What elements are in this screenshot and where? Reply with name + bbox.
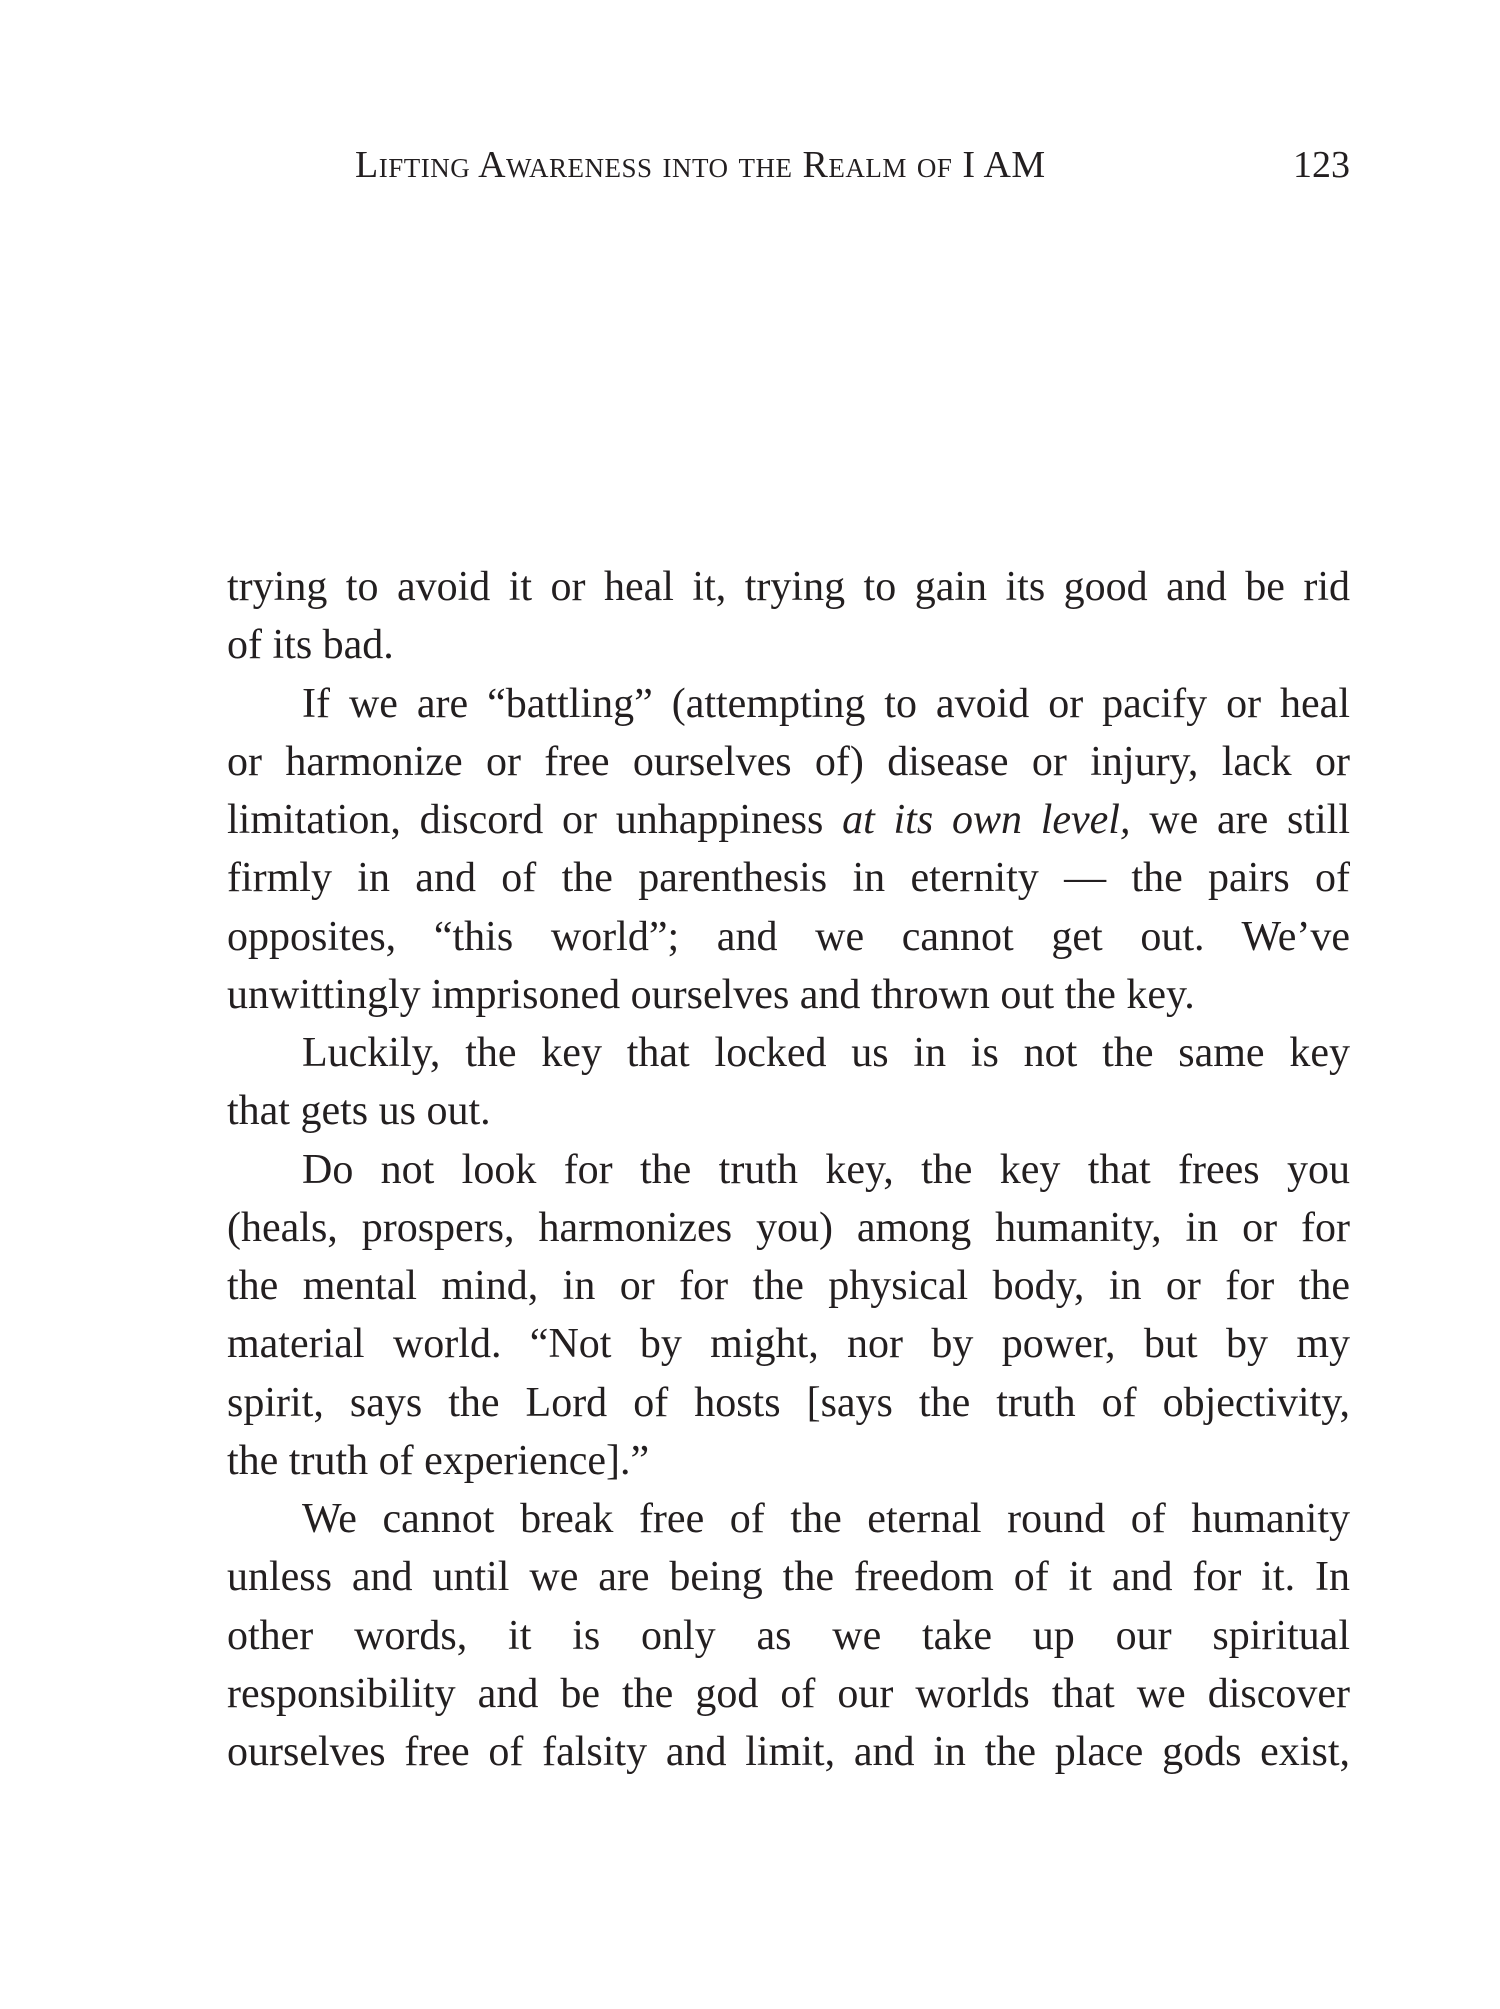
text-line [227,791,1350,849]
text-line: unless and until we are being the freedom of it and for it. In [227,1554,1350,1601]
text-line: that gets us out. [227,1088,491,1135]
text-line: We cannot break free of the eternal round of humanity [302,1496,1350,1542]
text-line: Luckily, the key that locked us in is not the same key [302,1030,1350,1076]
italic-emphasis: at its own level, [842,797,1131,843]
text-line: firmly in and of the parenthesis in eternity — the pairs of [227,855,1350,902]
text-line: or harmonize or free ourselves of) disease or injury, lack or [227,738,1350,785]
body-text [227,558,1350,1781]
text-line: If we are “battling” (attempting to avoid or pacify or heal [302,680,1350,727]
text-line: other words, it is only as we take up our spiritual [227,1612,1350,1659]
running-title: Lifting Awareness into the Realm of I AM [355,144,1046,186]
running-head [355,140,1350,190]
page-number: 123 [1293,144,1350,186]
text-line: responsibility and be the god of our worlds that we discover [227,1670,1350,1717]
text-line: the mental mind, in or for the physical body, in or for the [227,1263,1350,1309]
text-line: unwittingly imprisoned ourselves and thrown out the key. [227,971,1195,1018]
text-line: material world. “Not by might, nor by power, but by my [227,1321,1350,1368]
text-segment: we are still [1130,797,1350,843]
text-line: spirit, says the Lord of hosts [says the truth of objectivity, [227,1379,1350,1426]
text-line: of its bad. [227,622,394,669]
text-segment: limitation, discord or unhappiness [227,797,843,843]
text-line: ourselves free of falsity and limit, and in the place gods exist, [227,1729,1350,1775]
text-line: trying to avoid it or heal it, trying to gain its good and be rid [227,564,1350,610]
text-line: the truth of experience].” [227,1437,650,1484]
text-line: Do not look for the truth key, the key that frees you [302,1146,1350,1193]
text-line: (heals, prospers, harmonizes you) among humanity, in or for [227,1204,1350,1251]
text-line: opposites, “this world”; and we cannot get out. We’ve [227,913,1350,960]
